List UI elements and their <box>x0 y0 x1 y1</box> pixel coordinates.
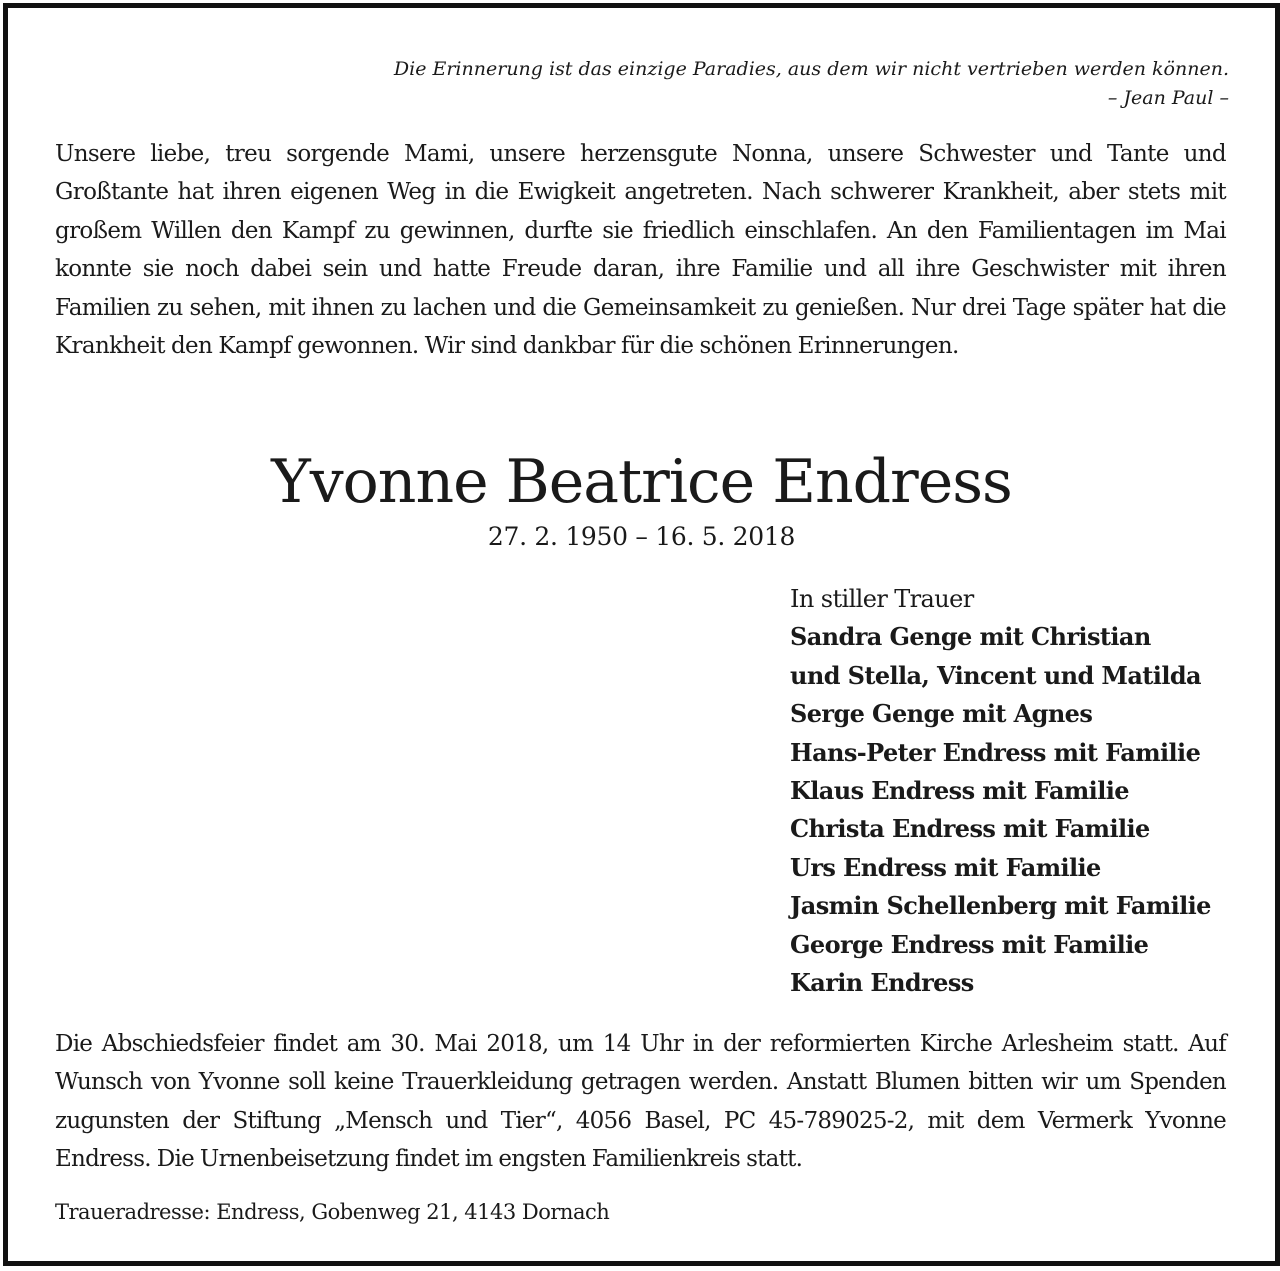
intro-paragraph: Unsere liebe, treu sorgende Mami, unsere herzensgute Nonna, unsere Schwester und Tante und Großtante hat ihren eigenen Weg in die Ewigkeit angetreten. Nach schwerer Krankheit, aber stets mit großem Willen den Kampf zu gewinnen, durfte sie friedlich einschlafen. An den Familientagen im Mai konnte sie noch dabei sein und hatte Freude daran, ihre Familie und all ihre Geschwister mit ihren Familien zu sehen, mit ihnen zu lachen und die Gemeinsamkeit zu genießen. Nur drei Tage später hat die Krankheit den Kampf gewonnen. Wir sind dankbar für die schönen Erinnerungen. <box>55 141 1226 360</box>
mourner-line: Jasmin Schellenberg mit Familie <box>790 891 1211 921</box>
life-dates: 27. 2. 1950 – 16. 5. 2018 <box>487 522 796 551</box>
mourner-line: Serge Genge mit Agnes <box>790 699 1093 729</box>
mourner-line: Christa Endress mit Familie <box>790 814 1150 844</box>
quote-author: – Jean Paul – <box>1107 87 1229 109</box>
mourner-line: George Endress mit Familie <box>790 929 1149 959</box>
mourner-line: Klaus Endress mit Familie <box>790 776 1129 806</box>
mourner-line: Karin Endress <box>790 968 974 998</box>
mourner-line: Sandra Genge mit Christian <box>790 622 1151 652</box>
mourner-line: Urs Endress mit Familie <box>790 852 1101 882</box>
deceased-name: Yvonne Beatrice Endress <box>271 447 1012 517</box>
mourners-heading: In stiller Trauer <box>790 585 974 613</box>
ceremony-paragraph: Die Abschiedsfeier findet am 30. Mai 2018, um 14 Uhr in der reformierten Kirche Arlesheim statt. Auf Wunsch von Yvonne soll keine Trauerkleidung getragen werden. Anstatt Blumen bitten wir um Spenden zugunsten der Stiftung „Mensch und Tier“, 4056 Basel, PC 45-789025-2, mit dem Vermerk Yvonne Endress. Die Urnenbeisetzung findet im engsten Familienkreis statt. <box>55 1031 1226 1173</box>
mourning-address: Traueradresse: Endress, Gobenweg 21, 4143 Dornach <box>55 1200 610 1224</box>
mourner-line: Hans-Peter Endress mit Familie <box>790 737 1201 767</box>
mourners-list <box>790 580 1250 1002</box>
quote-text: Die Erinnerung ist das einzige Paradies, aus dem wir nicht vertrieben werden können. <box>393 58 1229 80</box>
mourner-line: und Stella, Vincent und Matilda <box>790 660 1201 690</box>
obituary-notice <box>3 3 1280 1266</box>
epigraph-quote <box>229 55 1229 113</box>
